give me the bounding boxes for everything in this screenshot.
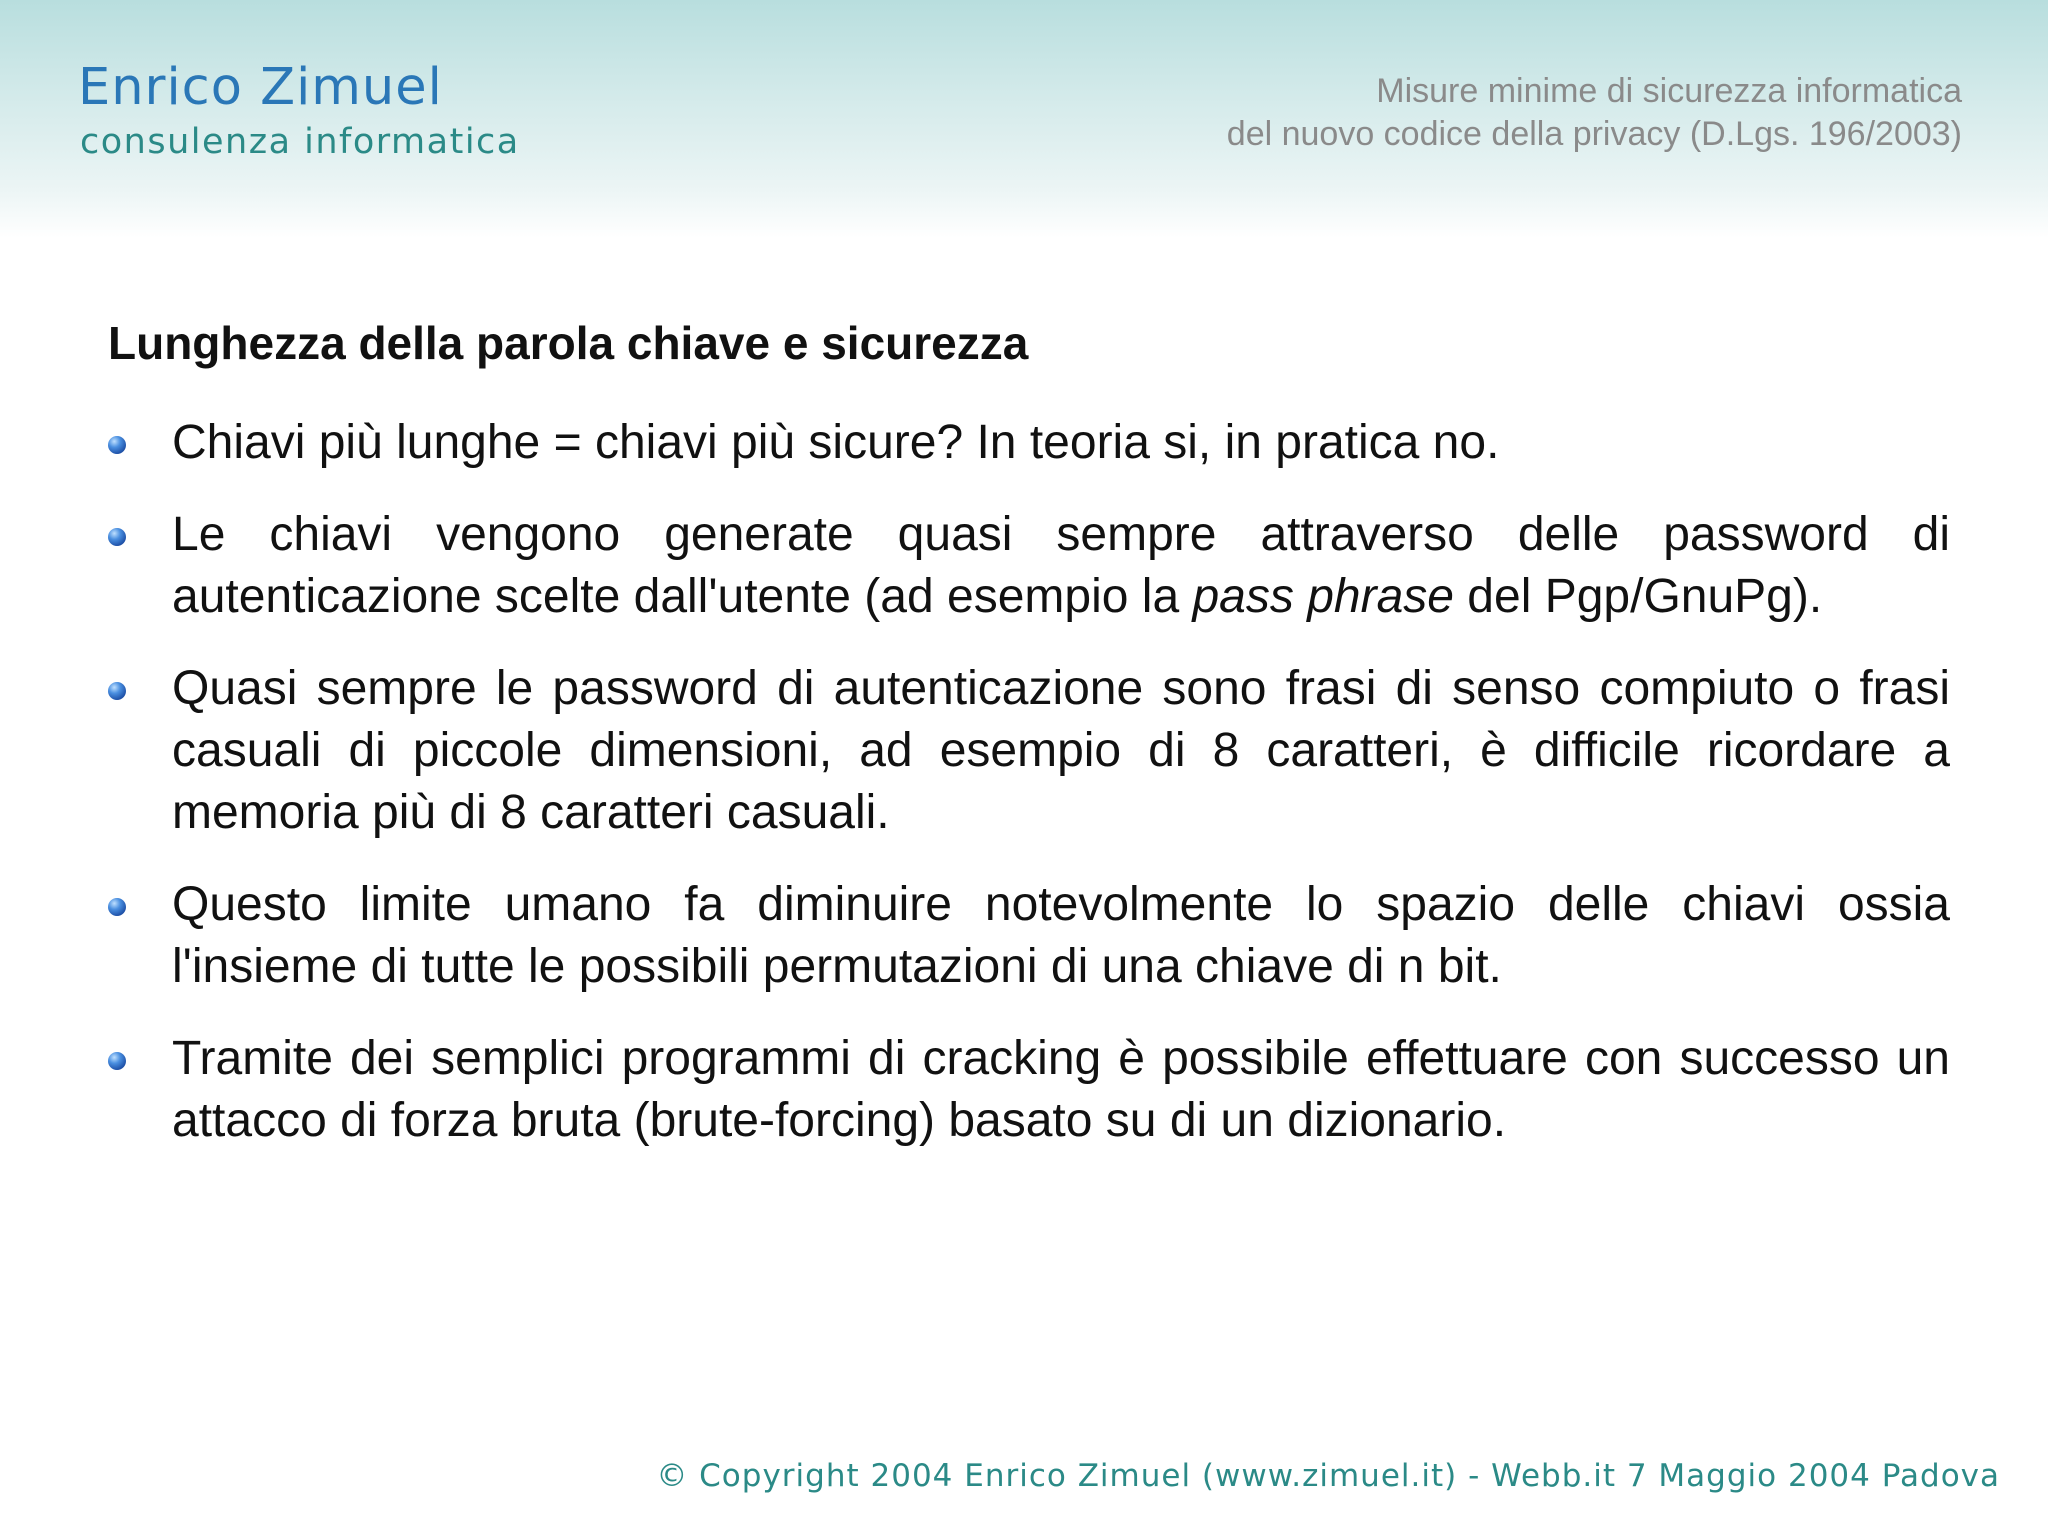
bullet-text-italic: pass phrase — [1192, 570, 1454, 623]
bullet-item — [106, 874, 1950, 998]
brand-subtitle: consulenza informatica — [80, 122, 520, 162]
bullet-item — [106, 412, 1950, 474]
presentation-title-line1: Misure minime di sicurezza informatica — [1376, 72, 1962, 110]
presentation-title-line2: del nuovo codice della privacy (D.Lgs. 196/2003) — [1226, 115, 1962, 153]
brand-name: Enrico Zimuel — [78, 58, 443, 117]
bullet-dot-icon — [108, 898, 126, 916]
bullet-text-part: Le chiavi vengono generate quasi sempre attraverso delle password di autenticazione scelte dall'utente (ad esempio la — [172, 508, 1950, 623]
bullet-text: Tramite dei semplici programmi di cracking è possibile effettuare con successo un attacco di forza bruta (brute-forcing) basato su di un dizionario. — [172, 1032, 1950, 1147]
presentation-title — [1227, 70, 1962, 156]
copyright-footer: © Copyright 2004 Enrico Zimuel (www.zimuel.it) - Webb.it 7 Maggio 2004 Padova — [656, 1458, 2000, 1494]
bullet-text: Chiavi più lunghe = chiavi più sicure? In teoria si, in pratica no. — [172, 416, 1500, 469]
bullet-item — [106, 504, 1950, 628]
bullet-text: Quasi sempre le password di autenticazione sono frasi di senso compiuto o frasi casuali di piccole dimensioni, ad esempio di 8 caratteri, è difficile ricordare a memoria più di 8 caratteri casuali. — [172, 662, 1950, 839]
bullet-dot-icon — [108, 1052, 126, 1070]
bullet-dot-icon — [108, 682, 126, 700]
bullet-dot-icon — [108, 436, 126, 454]
slide-header — [0, 0, 2048, 238]
bullet-item — [106, 1028, 1950, 1152]
bullet-item — [106, 658, 1950, 844]
bullet-text — [172, 504, 1950, 628]
bullet-list — [106, 412, 1950, 1182]
bullet-text-part: del Pgp/GnuPg). — [1453, 570, 1823, 623]
bullet-text: Questo limite umano fa diminuire notevolmente lo spazio delle chiavi ossia l'insieme di tutte le possibili permutazioni di una chiave di n bit. — [172, 878, 1950, 993]
bullet-dot-icon — [108, 528, 126, 546]
slide-heading: Lunghezza della parola chiave e sicurezza — [108, 317, 1029, 369]
